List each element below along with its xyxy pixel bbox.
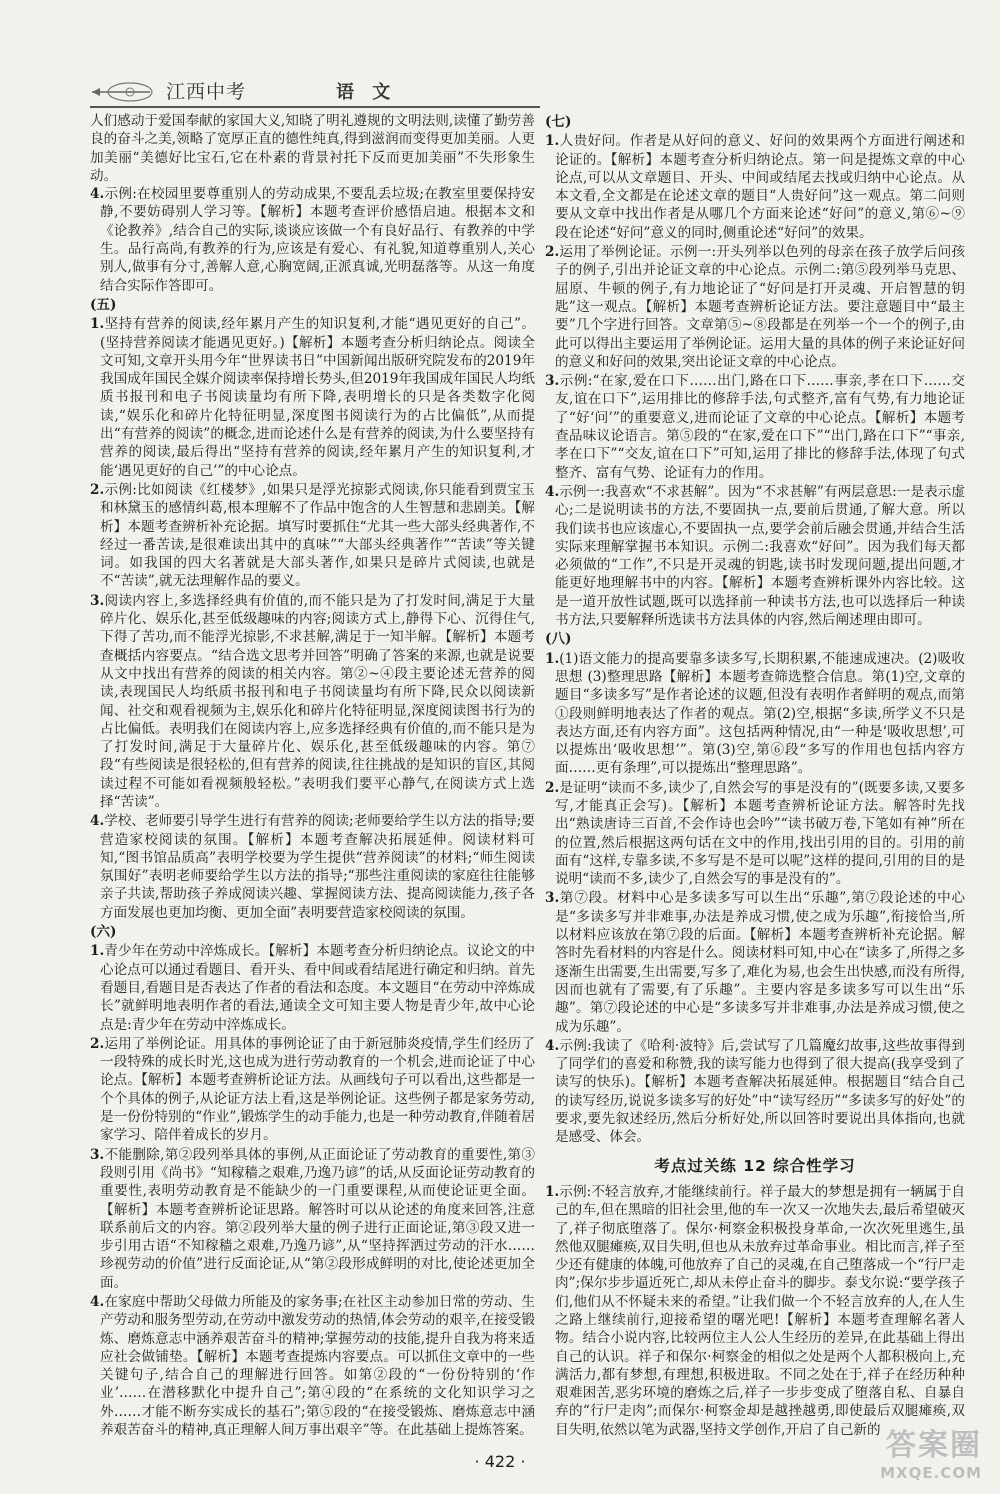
- watermark-en: MXQE.COM: [880, 1464, 982, 1482]
- answer-item: 3.阅读内容上,多选择经典有价值的,而不能只是为了打发时间,满足于大量碎片化、娱乐化,甚至低级趣味的内容;阅读方式上,静得下心、沉得住气,下得了苦功,而不能浮光掠影,不求甚解,满足于一知半解。【解析】本题考查概括内容要点。“结合选文思考并回答”明确了答案的来源,也就是说要从文中找出有营养的阅读的相关内容。第②~④段主要论述无营养的阅读,表现国民人均纸质书报刊和电子书阅读量均有所下降,民众以阅读新闻、社交和观看视频为主,娱乐化和碎片化特征明显,深度阅读图书行为的占比偏低。表明我们在阅读内容上,应多选择经典有价值的,而不能只是为了打发时间,满足于大量碎片化、娱乐化,甚至低级趣味的内容。第⑦段“有些阅读是很轻松的,但有营养的阅读,往往挑战的是知识的盲区,其阅读过程不可能如看视频般轻松。”表明我们要平心静气,在阅读方式上选择“苦读”。: [90, 592, 535, 810]
- page-number: · 422 ·: [474, 1452, 526, 1471]
- header-subject: 语 文: [336, 82, 397, 103]
- answer-item: 4.示例:在校园里要尊重别人的劳动成果,不要乱丢垃圾;在教室里要保持安静,不要妨碍别人学习等。【解析】本题考查评价感悟启迪。根据本文和《论教养》,结合自己的实际,谈谈应该做一个有良好品行、有教养的中学生。品行高尚,有教养的行为,应该是有爱心、有礼貌,知道尊重别人,关心别人,做事有分寸,善解人意,心胸宽阔,正派真诚,光明磊落等。从这一角度结合实际作答即可。: [90, 186, 535, 294]
- left-column: [90, 112, 535, 1447]
- book-logo-icon: [90, 78, 160, 104]
- section-marker-5: (五): [90, 296, 117, 313]
- answer-item: 1.(1)语文能力的提高要靠多读多写,长期积累,不能速成速决。(2)吸收思想 (3)整理思路【解析】本题考查筛选整合信息。第(1)空,文章的题目“多读多写”是作者论述的议题,但没有表明作者鲜明的观点,而第①段则鲜明地表达了作者的观点。第(2)空,根据“多读,所学义不只是表达方面,还有内容方面”。这包括两种情况,由“一种是‘吸收思想’,可以提炼出‘吸收思想’”。第(3)空,第⑥段“多写的作用也包括内容方面……更有条理”,可以提炼出“整理思路”。: [545, 650, 965, 777]
- answer-item: 3.示例:“在家,爱在口下……出门,路在口下……事亲,孝在口下……交友,谊在口下”,运用排比的修辞手法,句式整齐,富有气势,有力地论证了“好‘问’”的重要意义,进而论证了文章的中心论点。【解析】本题考查品味议论语言。第⑤段的“在家,爱在口下”“出门,路在口下”“事亲,孝在口下”“交友,谊在口下”可知,运用了排比的修辞手法,体现了句式整齐、富有气势、论证有力的作用。: [545, 373, 965, 481]
- page-header: [90, 70, 510, 104]
- answer-item: 1.示例:不轻言放弃,才能继续前行。祥子最大的梦想是拥有一辆属于自己的车,但在黑暗的旧社会里,他的车一次又一次地失去,最后希望破灭了,祥子彻底堕落了。保尔·柯察金积极投身革命,一次次死里逃生,虽然他双腿瘫痪,双目失明,但也从未放弃过革命事业。相比而言,祥子至少还有健康的体魄,可他放弃了自己的灵魂,在自己堕落成一个“行尸走肉”;保尔步步逼近死亡,却从未停止奋斗的脚步。泰戈尔说:“要学孩子们,他们从不怀疑未来的希望。”让我们做一个不轻言放弃的人,在人生之路上继续前行,迎接希望的曙光吧!【解析】本题考查理解名著人物。结合小说内容,比较两位主人公人生经历的差异,在此基础上得出自己的认识。祥子和保尔·柯察金的相似之处是两个人都积极向上,充满活力,都有梦想,有理想,积极进取。不同之处在于,祥子在经历种种艰难困苦,恶劣环境的磨炼之后,祥子一步步变成了堕落自私、自暴自弃的“行尸走肉”;而保尔·柯察金却是越挫越勇,即使最后双腿瘫痪,双目失明,依然以笔为武器,坚持文学创作,开启了自己新的: [545, 1183, 965, 1438]
- right-column: [545, 112, 965, 1447]
- section-marker-6: (六): [90, 924, 117, 941]
- answer-item: 2.运用了举例论证。示例一:开头列举以色列的母亲在孩子放学后问孩子的例子,引出并论证文章的中心论点。示例二:第⑤段列举马克思、屈原、牛顿的例子,有力地论证了“好问是打开灵魂、开启智慧的钥匙”这一观点。【解析】本题考查辨析论证方法。要注意题目中“最主要”几个字进行回答。文章第⑤~⑧段都是在列举一个一个的例子,由此可以得出主要运用了举例论证。运用大量的具体的例子来论证好问的意义和好问的效果,突出论证文章的中心论点。: [545, 244, 965, 370]
- header-title: 江西中考: [166, 81, 247, 103]
- answer-item: 1.青少年在劳动中淬炼成长。【解析】本题考查分析归纳论点。议论文的中心论点可以通过看题目、看开头、看中间或看结尾进行确定和归纳。首先看题目,看题目是否表达了作者的看法和态度。本文题目“在劳动中淬炼成长”就鲜明地表明作者的看法,通读全文可知主要人物是青少年,故中心论点是:青少年在劳动中淬炼成长。: [90, 943, 535, 1033]
- section-heading: 考点过关练 12 综合性学习: [654, 1156, 856, 1175]
- header-rule: [90, 106, 540, 108]
- answer-item: 3.第⑦段。材料中心是多读多写可以生出“乐趣”,第⑦段论述的中心是“多读多写并非难事,办法是养成习惯,使之成为乐趣”,衔接恰当,所以材料应该放在第⑦段的后面。【解析】本题考查辨析补充论据。解答时先看材料的内容是什么。阅读材料可知,中心在“读多了,所得之多逐渐生出需要,生出需要,写多了,难化为易,也会生出快感,而没有所得,因而也就有了需要,有了乐趣”。主要内容是多读多写可以生出“乐趣”。第⑦段论述的中心是“多读多写并非难事,办法是养成习惯,使之成为乐趣”。: [545, 890, 965, 1035]
- section-marker-8: (八): [545, 631, 572, 648]
- answer-item: 4.在家庭中帮助父母做力所能及的家务事;在社区主动参加日常的劳动、生产劳动和服务型劳动,在劳动中激发劳动的热情,体会劳动的艰辛,在接受锻炼、磨炼意志中涵养艰苦奋斗的精神;掌握劳动的技能,提升自我为将来适应社会做铺垫。【解析】本题考查提炼内容要点。可以抓住文章中的一些关键句子,结合自己的理解进行回答。如第②段的“一份份特别的‘作业’……在潜移默化中提升自己”;第④段的“在系统的文化知识学习之外……才能不断夯实成长的基石”;第⑤段的“在接受锻炼、磨炼意志中涵养艰苦奋斗的精神,真正理解人间万事出艰辛”等。在此基础上提炼答案。: [90, 1294, 535, 1439]
- answer-item: 1.坚持有营养的阅读,经年累月产生的知识复利,才能“遇见更好的自己”。(坚持营养阅读才能遇见更好。)【解析】本题考查分析归纳论点。阅读全文可知,文章开头用今年“世界读书日”中国新闻出版研究院发布的2019年我国成年国民全媒介阅读率保持增长势头,但2019年我国成年国民人均纸质书报刊和电子书阅读量均有所下降,表明增长的只是各类数字化阅读,“娱乐化和碎片化特征明显,深度图书阅读行为的占比偏低”,从而提出“有营养的阅读”的概念,进而论述什么是有营养的阅读,为什么要坚持有营养的阅读,最后得出“坚持有营养的阅读,经年累月产生的知识复利,才能‘遇见更好的自己’”的中心论点。: [90, 316, 535, 479]
- answer-item: 4.示例:我读了《哈利·波特》后,尝试写了几篇魔幻故事,这些故事得到了同学们的喜爱和称赞,我的读写能力也得到了很大提高(我享受到了读写的快乐)。【解析】本题考查解决拓展延伸。根据题目“结合自己的读写经历,说说多读多写的好处”中“读写经历”“多读多写的好处”的要求,要先叙述经历,然后分析好处,所以回答时要说出具体指向,也就是感受、体会。: [545, 1037, 965, 1146]
- answer-item: 1.人贵好问。作者是从好问的意义、好问的效果两个方面进行阐述和论证的。【解析】本题考查分析归纳论点。第一问是提炼文章的中心论点,可以从文章题目、开头、中间或结尾去找或归纳中心论点。从本文看,全文都是在论述文章的题目“人贵好问”这一观点。第二问则要从文章中找出作者是从哪几个方面来论述“好问”的意义,第⑥~⑨段在论述“好问”意义的同时,侧重论述“好问”的效果。: [545, 133, 965, 241]
- watermark: [832, 1420, 982, 1480]
- watermark-cn: 答案圈: [886, 1428, 982, 1463]
- answer-item: 2.示例:比如阅读《红楼梦》,如果只是浮光掠影式阅读,你只能看到贾宝玉和林黛玉的感情纠葛,根本理解不了作品中饱含的人生智慧和悲剧美。【解析】本题考查辨析补充论据。填写时要抓住“尤其一些大部头经典著作,不经过一番苦读,是很难读出其中的真味”“大部头经典著作”“苦读”等关键词。如我国的四大名著就是大部头著作,如果只是碎片式阅读,也就是不“苦读”,就无法理解作品的要义。: [90, 481, 535, 590]
- answer-item: 3.不能删除,第②段列举具体的事例,从正面论证了劳动教育的重要性,第③段则引用《尚书》“知稼穑之艰难,乃逸乃谚”的话,从反面论证劳动教育的重要性,表明劳动教育是不能缺少的一门重要课程,从而使论证更全面。【解析】本题考查辨析论证思路。解答时可以从论述的角度来回答,注意联系前后文的内容。第②段列举大量的例子进行正面论证,第③段又进一步引用古语“不知稼穑之艰难,乃逸乃谚”,从“坚持挥洒过劳动的汗水……珍视劳动的价值”进行反面论证,从“第②段形成鲜明的对比,使论述更加全面。: [90, 1146, 535, 1291]
- intro-paragraph: 人们感动于爱国奉献的家国大义,知晓了明礼遵规的文明法则,读懂了勤劳善良的奋斗之美,领略了宽厚正直的德性纯真,得到滋润而变得更加美丽。人更加美丽“美德好比宝石,它在朴素的背景衬托下反而更加美丽”不失形象生动。: [90, 113, 535, 184]
- answer-item: 4.学校、老师要引导学生进行有营养的阅读;老师要给学生以方法的指导;要营造家校阅读的氛围。【解析】本题考查解决拓展延伸。阅读材料可知,“图书馆品质高”表明学校要为学生提供“营养阅读”的材料;“师生阅读氛围好”表明老师要给学生以方法的指导;“那些注重阅读的家庭往往能够亲子共读,帮助孩子养成阅读兴趣、掌握阅读方法、提高阅读能力,孩子各方面发展也更加均衡、更加全面”表明要营造家校阅读的氛围。: [90, 813, 535, 921]
- answer-item: 2.是证明“读而不多,读少了,自然会写的事是没有的”(既要多读,又要多写,才能真正会写)。【解析】本题考查辨析论证方法。解答时先找出“熟读唐诗三百首,不会作诗也会吟”“读书破万卷,下笔如有神”所在的位置,然后根据这两句话在文中的作用,找出引用的目的。引用的前面有“这样,专靠多读,不多写是不是可以呢”这样的提问,引用的目的是说明“读而不多,读少了,自然会写的事是没有的”。: [545, 779, 965, 888]
- section-marker-7: (七): [545, 114, 572, 130]
- answer-item: 4.示例一:我喜欢“不求甚解”。因为“不求甚解”有两层意思:一是表示虚心;二是说明读书的方法,不要固执一点,要前后贯通,了解大意。所以我们读书也应该虚心,不要固执一点,要学会前后融会贯通,并结合生活实际来理解掌握书本知识。示例二:我喜欢“好问”。因为我们每天都必须做的“工作”,不只是开灵魂的钥匙,读书时发现问题,提出问题,才能更好地理解书中的内容。【解析】本题考查辨析课外内容比较。这是一道开放性试题,既可以选择前一种读书方法,也可以选择后一种读书方法,只要解释所选读书方法具体的内容,然后阐述理由即可。: [545, 483, 965, 629]
- answer-item: 2.运用了举例论证。用具体的事例论证了由于新冠肺炎疫情,学生们经历了一段特殊的成长时光,这也成为进行劳动教育的一个机会,进而论证了中心论点。【解析】本题考查辨析论证方法。从画线句子可以看出,这些都是一个个具体的例子,从论证方法上看,这是举例论证。这些例子都是家务劳动,是一份份特别的“作业”,锻炼学生的动手能力,也是一种劳动教育,伴随着居家学习、陪伴着成长的岁月。: [90, 1035, 535, 1144]
